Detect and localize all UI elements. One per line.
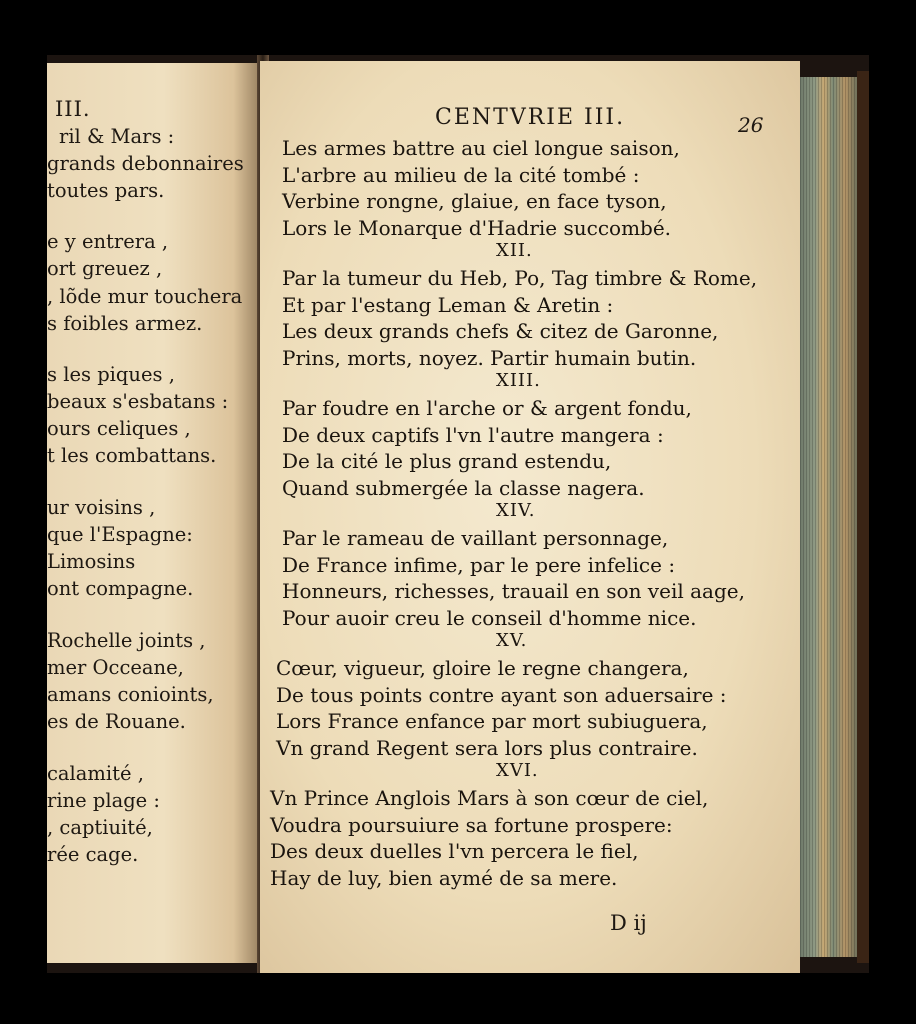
verse-line: Lors le Monarque d'Hadrie succombé. (282, 215, 672, 240)
verse-line: Et par l'estang Leman & Aretin : (282, 292, 614, 317)
left-page-line: s foibles armez. (47, 312, 203, 335)
left-page-line: rine plage : (47, 789, 160, 812)
cover-edge (857, 71, 869, 963)
quatrain-number: XII. (496, 240, 533, 261)
verse-line: Des deux duelles l'vn percera le fiel, (270, 839, 639, 863)
verse-line: Vn Prince Anglois Mars à son cœur de ciel, (270, 786, 709, 810)
verse-line: Quand submergée la classe nagera. (282, 475, 645, 500)
left-page-line: beaux s'esbatans : (47, 390, 229, 413)
left-page-line: e y entrera , (47, 230, 169, 253)
verse-line: Cœur, vigueur, gloire le regne changera, (276, 656, 689, 680)
verse-line: Honneurs, richesses, trauail en son veil aage, (282, 579, 745, 603)
verse-line: Les armes battre au ciel longue saison, (282, 136, 680, 160)
book-photo (47, 55, 869, 973)
left-page-line: grands debonnaires (47, 152, 244, 175)
verse-line: Verbine rongne, glaiue, en face tyson, (282, 189, 667, 213)
verse-line: L'arbre au milieu de la cité tombé : (282, 162, 640, 187)
verse-line: De la cité le plus grand estendu, (282, 449, 612, 473)
verse-line: Les deux grands chefs & citez de Garonne, (282, 319, 719, 343)
left-page-line: s les piques , (47, 363, 175, 386)
left-page-line: ort greuez , (47, 257, 163, 280)
page-edges (800, 77, 860, 957)
left-page-line: t les combattans. (47, 444, 217, 467)
verse-line: Hay de luy, bien aymé de sa mere. (270, 865, 618, 890)
left-page-line: ur voisins , (47, 496, 156, 519)
left-page-line: mer Occeane, (47, 656, 184, 679)
right-page (260, 61, 800, 973)
verse-line: De deux captifs l'vn l'autre mangera : (282, 422, 664, 447)
left-page-line: toutes pars. (47, 179, 165, 202)
quatrain-number: XIII. (496, 370, 541, 391)
left-page (47, 63, 259, 963)
left-page-line: calamité , (47, 762, 144, 785)
verse-line: Pour auoir creu le conseil d'homme nice. (282, 605, 697, 630)
left-page-line: es de Rouane. (47, 710, 186, 733)
signature-mark: D ij (610, 911, 647, 935)
left-page-line: , captiuité, (47, 816, 153, 839)
left-page-line: Limosins (47, 550, 136, 573)
verse-line: Par le rameau de vaillant personnage, (282, 526, 669, 550)
left-page-line: que l'Espagne: (47, 523, 193, 546)
verse-line: Par foudre en l'arche or & argent fondu, (282, 396, 692, 420)
quatrain-number: XIV. (496, 500, 536, 521)
left-page-line: amans conioints, (47, 683, 214, 706)
verse-line: Voudra poursuiure sa fortune prospere: (270, 812, 673, 837)
quatrain-number: XVI. (496, 760, 539, 781)
left-page-line: ril & Mars : (59, 125, 175, 148)
page-number: 26 (738, 113, 764, 137)
left-page-header: III. (55, 97, 91, 121)
verse-line: De France infime, par le pere infelice : (282, 552, 676, 577)
left-page-line: ours celiques , (47, 417, 191, 440)
left-page-line: , lõde mur touchera (47, 285, 243, 308)
verse-line: Prins, morts, noyez. Partir humain butin. (282, 345, 697, 370)
verse-line: Vn grand Regent sera lors plus contraire. (276, 735, 698, 760)
left-page-line: rée cage. (47, 843, 139, 866)
verse-line: Par la tumeur du Heb, Po, Tag timbre & Rome, (282, 266, 758, 290)
page-header: CENTVRIE III. (435, 105, 626, 130)
verse-line: Lors France enfance par mort subiuguera, (276, 709, 708, 733)
quatrain-number: XV. (496, 630, 528, 651)
left-page-line: Rochelle joints , (47, 629, 206, 652)
verse-line: De tous points contre ayant son aduersaire : (276, 682, 727, 707)
left-page-line: ont compagne. (47, 577, 194, 600)
